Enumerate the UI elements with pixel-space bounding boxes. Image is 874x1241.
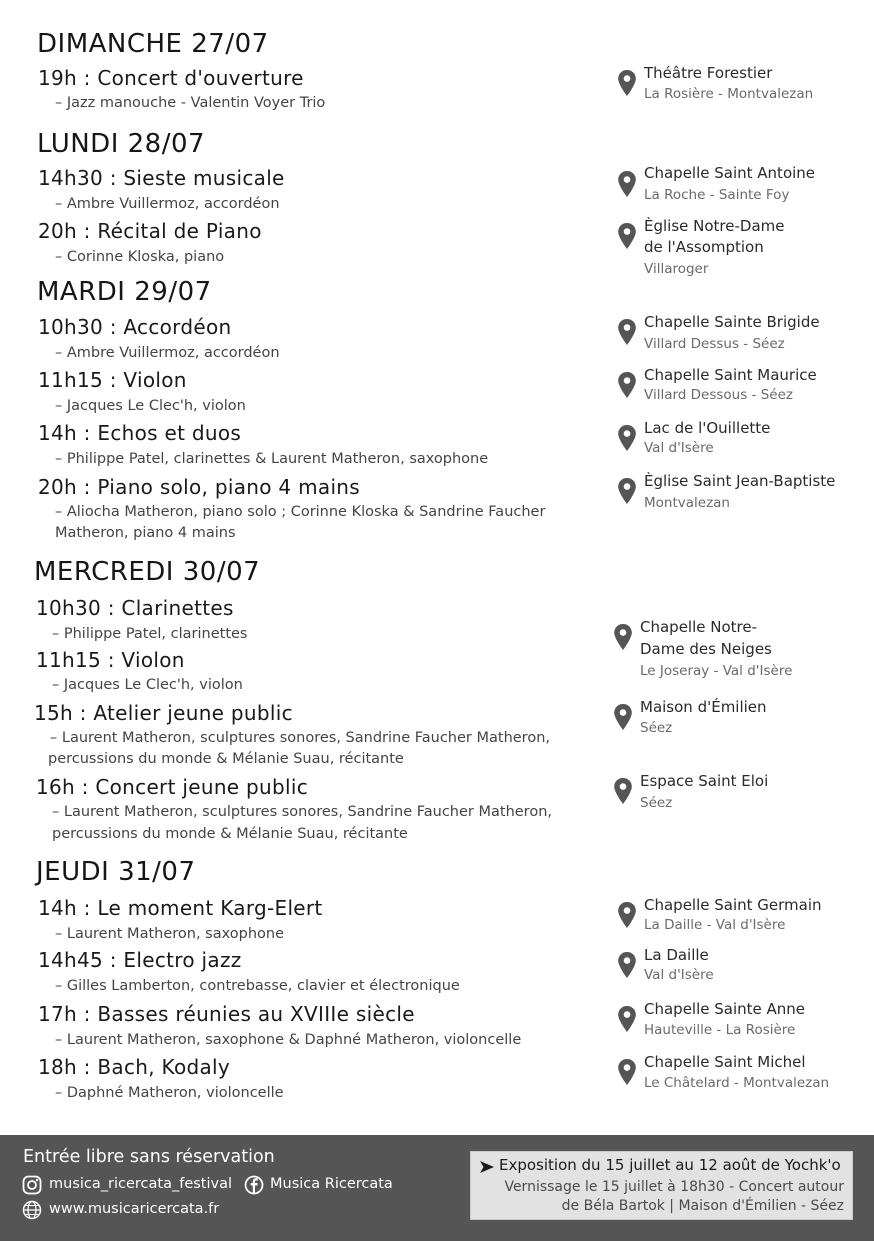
event-details: – Jazz manouche - Valentin Voyer Trio bbox=[55, 95, 326, 111]
event-details: – Laurent Matheron, sculptures sonores, Sandrine Faucher Matheron, bbox=[50, 730, 550, 746]
map-pin-icon bbox=[617, 1058, 637, 1086]
map-pin-icon bbox=[617, 222, 637, 250]
globe-icon[interactable] bbox=[22, 1200, 42, 1220]
venue-place: Val d'Isère bbox=[644, 967, 714, 983]
venue-name: Chapelle Sainte Anne bbox=[644, 1000, 806, 1018]
event-title: 10h30 : Clarinettes bbox=[36, 596, 234, 620]
venue-name: Chapelle Saint Antoine bbox=[644, 164, 816, 182]
event-details-line2: Matheron, piano 4 mains bbox=[55, 525, 236, 541]
venue-place: La Roche - Sainte Foy bbox=[644, 187, 790, 203]
facebook-page[interactable]: Musica Ricercata bbox=[270, 1176, 393, 1192]
event-title: 14h : Le moment Karg-Elert bbox=[38, 896, 323, 920]
exhibition-line: Vernissage le 15 juillet à 18h30 - Concert autour bbox=[504, 1179, 844, 1195]
venue-place: Villaroger bbox=[644, 261, 709, 277]
venue-place: Le Châtelard - Montvalezan bbox=[644, 1075, 830, 1091]
venue-place: Le Joseray - Val d'Isère bbox=[640, 663, 793, 679]
event-details: – Philippe Patel, clarinettes bbox=[52, 626, 248, 642]
venue-place: Villard Dessous - Séez bbox=[644, 387, 793, 403]
event-details: – Daphné Matheron, violoncelle bbox=[55, 1085, 284, 1101]
facebook-icon[interactable] bbox=[244, 1175, 264, 1195]
event-details: – Philippe Patel, clarinettes & Laurent Matheron, saxophone bbox=[55, 451, 489, 467]
event-title: 18h : Bach, Kodaly bbox=[38, 1055, 231, 1079]
event-details: – Ambre Vuillermoz, accordéon bbox=[55, 345, 280, 361]
arrow-icon bbox=[479, 1159, 495, 1175]
event-details: – Ambre Vuillermoz, accordéon bbox=[55, 196, 280, 212]
event-title: 14h30 : Sieste musicale bbox=[38, 166, 285, 190]
venue-name: La Daille bbox=[644, 946, 709, 964]
map-pin-icon bbox=[617, 477, 637, 505]
event-title: 14h : Echos et duos bbox=[38, 421, 242, 445]
day-title: DIMANCHE 27/07 bbox=[37, 29, 269, 59]
event-title: 20h : Piano solo, piano 4 mains bbox=[38, 475, 360, 499]
venue-name: Chapelle Sainte Brigide bbox=[644, 313, 820, 331]
map-pin-icon bbox=[617, 170, 637, 198]
venue-name: Èglise Notre-Dame bbox=[644, 217, 785, 235]
map-pin-icon bbox=[617, 1005, 637, 1033]
venue-name: Lac de l'Ouillette bbox=[644, 419, 771, 437]
venue-place: Hauteville - La Rosière bbox=[644, 1022, 796, 1038]
day-title: LUNDI 28/07 bbox=[37, 129, 206, 159]
venue-place: La Rosière - Montvalezan bbox=[644, 86, 814, 102]
footer bbox=[0, 1135, 874, 1241]
event-details-line2: percussions du monde & Mélanie Suau, récitante bbox=[48, 751, 404, 767]
event-title: 16h : Concert jeune public bbox=[36, 775, 309, 799]
map-pin-icon bbox=[617, 318, 637, 346]
event-details: – Laurent Matheron, sculptures sonores, Sandrine Faucher Matheron, bbox=[52, 804, 552, 820]
event-title: 20h : Récital de Piano bbox=[38, 219, 262, 243]
event-details-line2: percussions du monde & Mélanie Suau, récitante bbox=[52, 826, 408, 842]
venue-name: Chapelle Saint Germain bbox=[644, 896, 822, 914]
map-pin-icon bbox=[617, 951, 637, 979]
instagram-handle[interactable]: musica_ricercata_festival bbox=[49, 1176, 232, 1192]
event-details: – Laurent Matheron, saxophone bbox=[55, 926, 284, 942]
event-details: – Jacques Le Clec'h, violon bbox=[55, 398, 246, 414]
venue-name: Théâtre Forestier bbox=[644, 64, 773, 82]
map-pin-icon bbox=[617, 424, 637, 452]
exhibition-box bbox=[470, 1151, 853, 1220]
venue-name: Maison d'Émilien bbox=[640, 698, 767, 716]
event-details: – Jacques Le Clec'h, violon bbox=[52, 677, 243, 693]
venue-name: Èglise Saint Jean-Baptiste bbox=[644, 472, 836, 490]
event-details: – Gilles Lamberton, contrebasse, clavier et électronique bbox=[55, 978, 460, 994]
map-pin-icon bbox=[613, 703, 633, 731]
venue-name: Chapelle Saint Maurice bbox=[644, 366, 817, 384]
event-details: – Laurent Matheron, saxophone & Daphné Matheron, violoncelle bbox=[55, 1032, 522, 1048]
event-title: 19h : Concert d'ouverture bbox=[38, 66, 304, 90]
event-details: – Aliocha Matheron, piano solo ; Corinne Kloska & Sandrine Faucher bbox=[55, 504, 546, 520]
venue-place: La Daille - Val d'Isère bbox=[644, 917, 786, 933]
venue-place: Val d'Isère bbox=[644, 440, 714, 456]
venue-name-line2: Dame des Neiges bbox=[640, 640, 772, 658]
day-title: MARDI 29/07 bbox=[37, 277, 212, 307]
website-link[interactable]: www.musicaricercata.fr bbox=[49, 1201, 220, 1217]
venue-place: Séez bbox=[640, 795, 673, 811]
venue-place: Séez bbox=[640, 720, 673, 736]
footer-title: Entrée libre sans réservation bbox=[23, 1147, 275, 1167]
venue-place: Villard Dessus - Séez bbox=[644, 336, 785, 352]
venue-name-line2: de l'Assomption bbox=[644, 238, 764, 256]
venue-place: Montvalezan bbox=[644, 495, 730, 511]
event-details: – Corinne Kloska, piano bbox=[55, 249, 225, 265]
day-title: JEUDI 31/07 bbox=[36, 857, 196, 887]
exhibition-title: Exposition du 15 juillet au 12 août de Yochk'o bbox=[499, 1156, 841, 1174]
map-pin-icon bbox=[617, 69, 637, 97]
event-title: 14h45 : Electro jazz bbox=[38, 948, 242, 972]
venue-name: Chapelle Notre- bbox=[640, 618, 758, 636]
event-title: 15h : Atelier jeune public bbox=[34, 701, 293, 725]
venue-name: Chapelle Saint Michel bbox=[644, 1053, 806, 1071]
map-pin-icon bbox=[613, 623, 633, 651]
event-title: 10h30 : Accordéon bbox=[38, 315, 232, 339]
exhibition-line: de Béla Bartok | Maison d'Émilien - Séez bbox=[561, 1198, 844, 1214]
venue-name: Espace Saint Eloi bbox=[640, 772, 769, 790]
event-title: 11h15 : Violon bbox=[38, 368, 187, 392]
map-pin-icon bbox=[617, 901, 637, 929]
map-pin-icon bbox=[613, 777, 633, 805]
day-title: MERCREDI 30/07 bbox=[34, 557, 261, 587]
event-title: 17h : Basses réunies au XVIIIe siècle bbox=[38, 1002, 415, 1026]
event-title: 11h15 : Violon bbox=[36, 648, 185, 672]
instagram-icon[interactable] bbox=[22, 1175, 42, 1195]
map-pin-icon bbox=[617, 371, 637, 399]
